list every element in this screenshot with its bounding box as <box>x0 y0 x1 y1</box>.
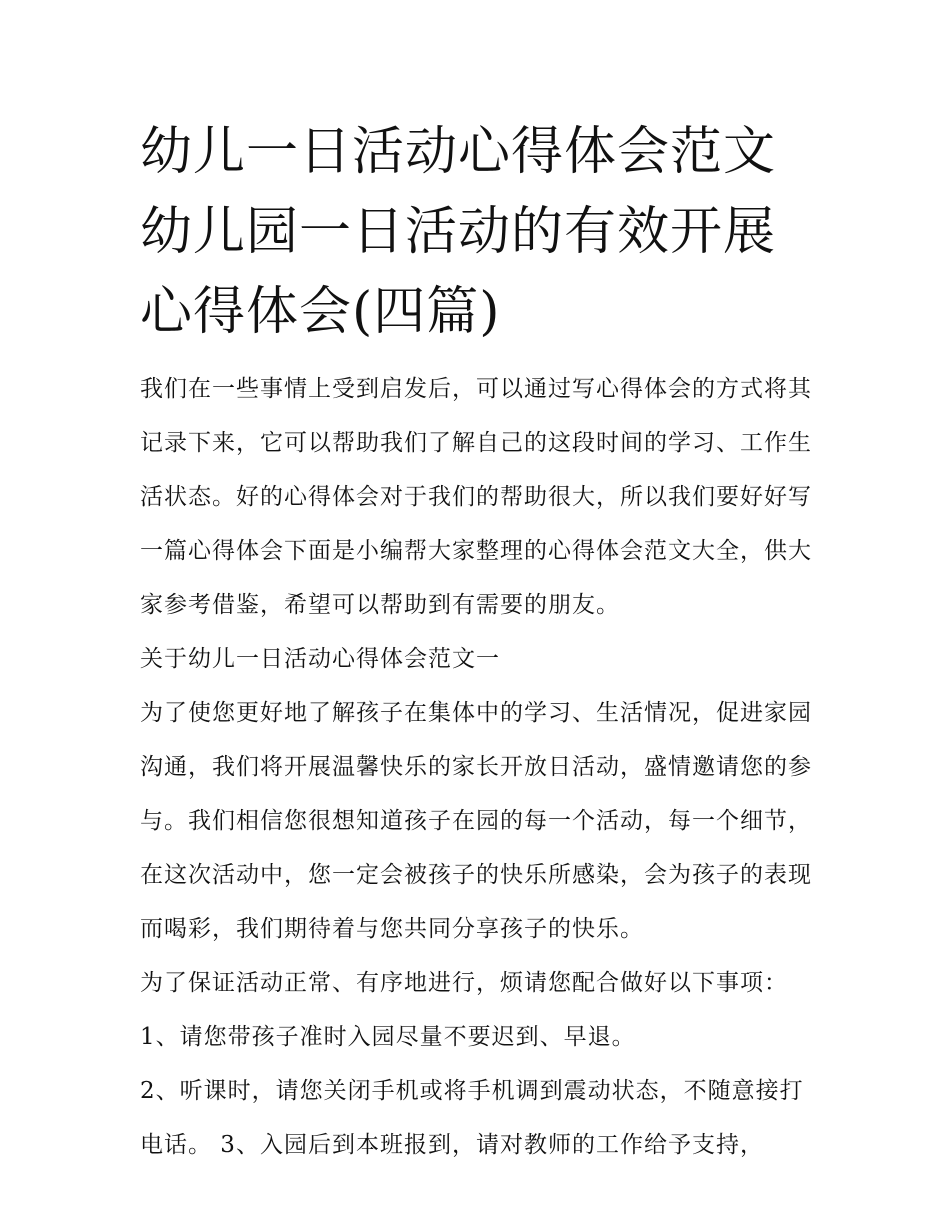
section-heading: 关于幼儿一日活动心得体会范文一 <box>140 646 500 672</box>
list-item: 1、请您带孩子准时入园尽量不要迟到、早退。 <box>140 1024 636 1050</box>
list-item: 2、听课时，请您关闭手机或将手机调到震动状态，不随意接打电话。 3、入园后到本班报到，请对教师的工作给予支持， <box>140 1078 804 1158</box>
document-page <box>140 112 815 1172</box>
body-paragraph: 为了保证活动正常、有序地进行，烦请您配合做好以下事项： <box>140 970 788 996</box>
document-body <box>140 362 815 1172</box>
body-paragraph: 为了使您更好地了解孩子在集体中的学习、生活情况，促进家园沟通，我们将开展温馨快乐的家长开放日活动，盛情邀请您的参与。我们相信您很想知道孩子在园的每一个活动，每一个细节，在这次活动中，您一定会被孩子的快乐所感染，会为孩子的表现而喝彩，我们期待着与您共同分享孩子的快乐。 <box>140 700 812 942</box>
document-title: 幼儿一日活动心得体会范文 幼儿园一日活动的有效开展心得体会(四篇) <box>140 122 777 342</box>
intro-paragraph: 我们在一些事情上受到启发后，可以通过写心得体会的方式将其记录下来，它可以帮助我们了解自己的这段时间的学习、工作生活状态。好的心得体会对于我们的帮助很大，所以我们要好好写一篇心得体会下面是小编帮大家整理的心得体会范文大全，供大家参考借鉴，希望可以帮助到有需要的朋友。 <box>140 376 812 618</box>
